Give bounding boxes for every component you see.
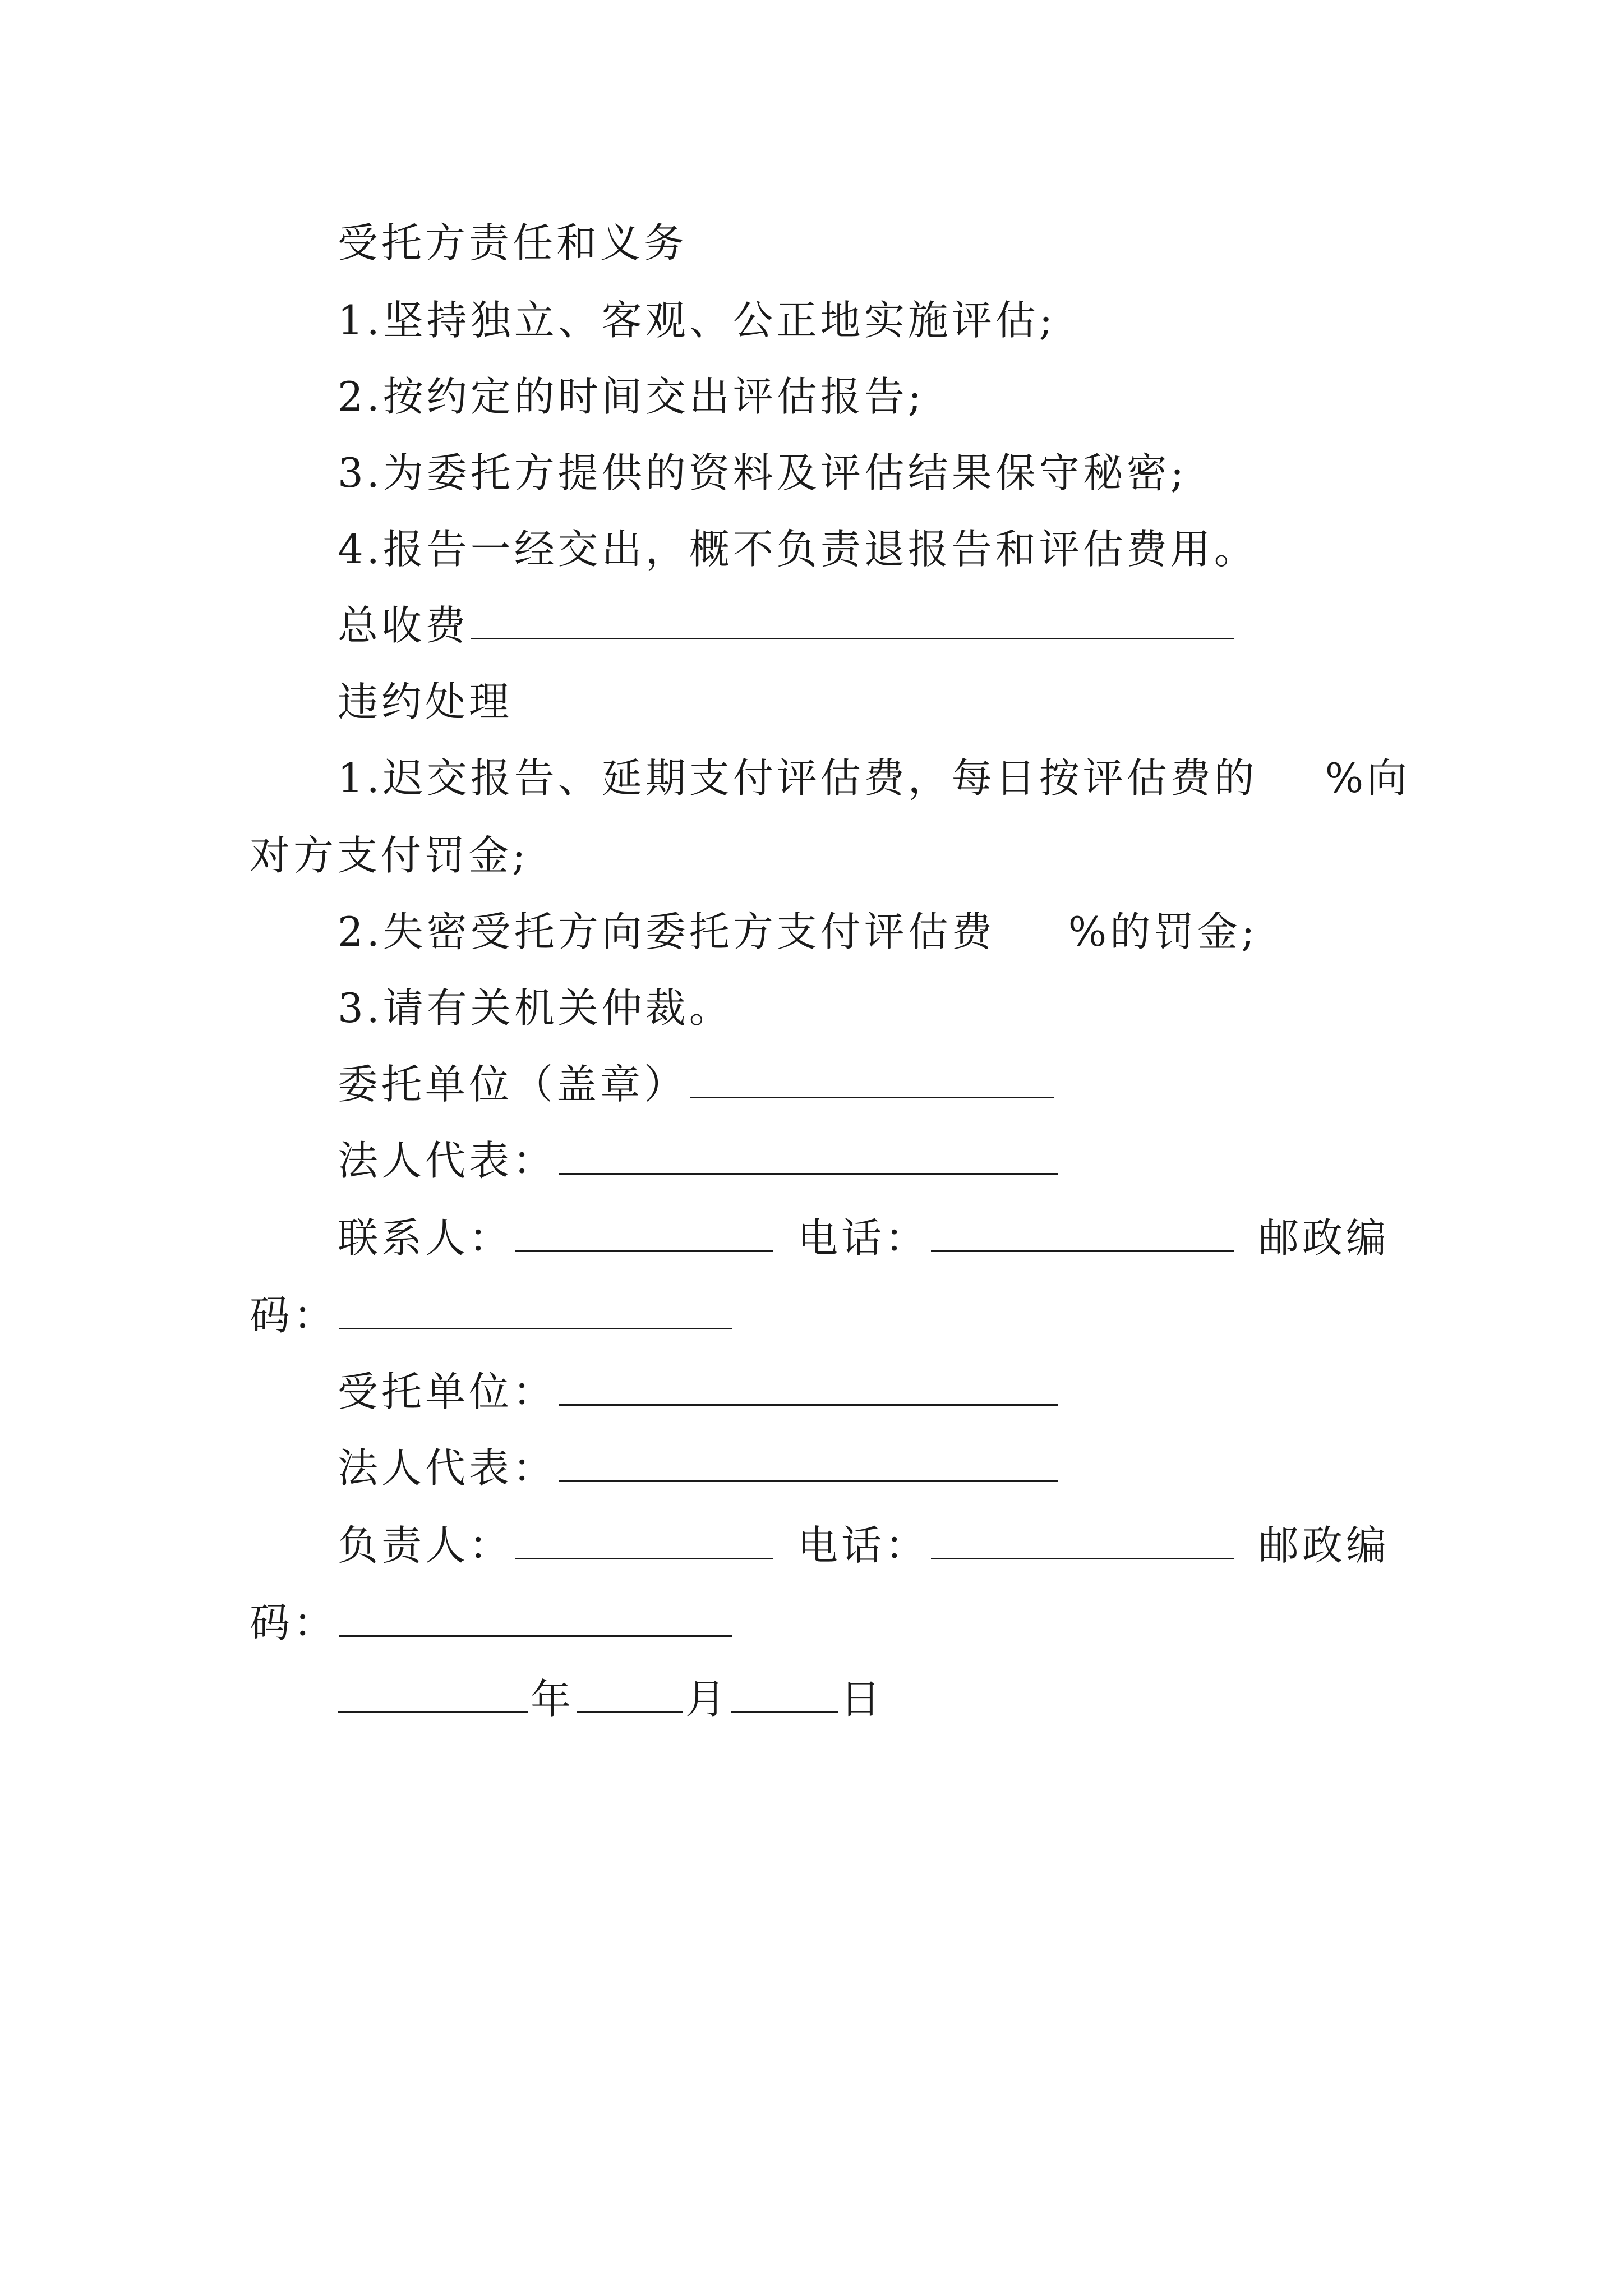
postcode-label: 码： bbox=[250, 1292, 338, 1339]
client-postcode-line bbox=[250, 1290, 734, 1341]
legal-rep-label: 法人代表： bbox=[338, 1137, 557, 1184]
trustee-unit-line bbox=[338, 1366, 1060, 1417]
penalty-text: 1.迟交报告、延期支付评估费，每日按评估费的 bbox=[338, 754, 1258, 802]
duty-item-4 bbox=[338, 524, 1258, 574]
penalty-item-1-continued bbox=[250, 830, 529, 881]
month-blank[interactable] bbox=[577, 1679, 683, 1713]
legal-rep-label: 法人代表： bbox=[338, 1444, 557, 1492]
duty-item-2 bbox=[338, 371, 925, 422]
penalty-text: %的罚金; bbox=[1068, 908, 1258, 955]
responsible-blank[interactable] bbox=[515, 1525, 773, 1559]
phone-label: 电话： bbox=[797, 1214, 929, 1262]
penalty-text: 2.失密受托方向委托方支付评估费 bbox=[338, 908, 995, 955]
section-heading-breach bbox=[338, 677, 513, 727]
penalty-percent-text: %向 bbox=[1325, 754, 1411, 802]
total-fee-line bbox=[338, 600, 1236, 651]
total-fee-blank[interactable] bbox=[471, 605, 1234, 639]
penalty-text: 对方支付罚金; bbox=[250, 832, 529, 879]
client-unit-line bbox=[338, 1059, 1057, 1110]
day-blank[interactable] bbox=[731, 1679, 838, 1713]
legal-rep-blank[interactable] bbox=[559, 1448, 1058, 1482]
duty-item-text: 3.为委托方提供的资料及评估结果保守秘密; bbox=[338, 449, 1187, 496]
penalty-text: 3.请有关机关仲裁。 bbox=[338, 984, 733, 1032]
postcode-label: 码： bbox=[250, 1599, 338, 1646]
postcode-label: 邮政编 bbox=[1258, 1214, 1390, 1262]
day-label: 日 bbox=[840, 1676, 884, 1723]
duty-item-3 bbox=[338, 448, 1187, 498]
duty-item-text: 1.坚持独立、客观、公正地实施评估; bbox=[338, 297, 1056, 344]
duty-item-text: 4.报告一经交出，概不负责退报告和评估费用。 bbox=[338, 526, 1258, 573]
year-blank[interactable] bbox=[338, 1679, 528, 1713]
responsible-label: 负责人： bbox=[338, 1522, 513, 1569]
total-fee-label: 总收费 bbox=[338, 602, 469, 649]
legal-rep-blank[interactable] bbox=[559, 1140, 1058, 1175]
postcode-label: 邮政编 bbox=[1258, 1522, 1390, 1569]
penalty-item-1 bbox=[338, 753, 1410, 803]
duty-item-1 bbox=[338, 295, 1056, 346]
month-label: 月 bbox=[685, 1676, 730, 1723]
year-label: 年 bbox=[531, 1676, 575, 1723]
trustee-contact-line bbox=[338, 1520, 1390, 1571]
contact-label: 联系人： bbox=[338, 1214, 513, 1262]
penalty-item-2 bbox=[338, 907, 1258, 957]
client-unit-label: 委托单位（盖章） bbox=[338, 1061, 688, 1108]
phone-label: 电话： bbox=[797, 1522, 929, 1569]
trustee-postcode-line bbox=[250, 1598, 734, 1648]
postcode-blank[interactable] bbox=[339, 1603, 732, 1637]
phone-blank[interactable] bbox=[931, 1525, 1234, 1559]
client-unit-blank[interactable] bbox=[690, 1064, 1054, 1098]
trustee-unit-blank[interactable] bbox=[559, 1372, 1058, 1406]
client-contact-line bbox=[338, 1213, 1390, 1263]
duty-item-text: 2.按约定的时间交出评估报告; bbox=[338, 373, 925, 420]
section-heading-text: 违约处理 bbox=[338, 678, 513, 725]
date-line bbox=[338, 1674, 884, 1724]
trustee-unit-label: 受托单位： bbox=[338, 1368, 557, 1415]
section-heading-trustee-duties bbox=[338, 218, 688, 268]
phone-blank[interactable] bbox=[931, 1218, 1234, 1252]
contact-blank[interactable] bbox=[515, 1218, 773, 1252]
client-legal-rep-line bbox=[338, 1135, 1060, 1186]
trustee-legal-rep-line bbox=[338, 1443, 1060, 1493]
postcode-blank[interactable] bbox=[339, 1295, 732, 1329]
penalty-item-3 bbox=[338, 983, 733, 1033]
section-heading-text: 受托方责任和义务 bbox=[338, 219, 688, 266]
